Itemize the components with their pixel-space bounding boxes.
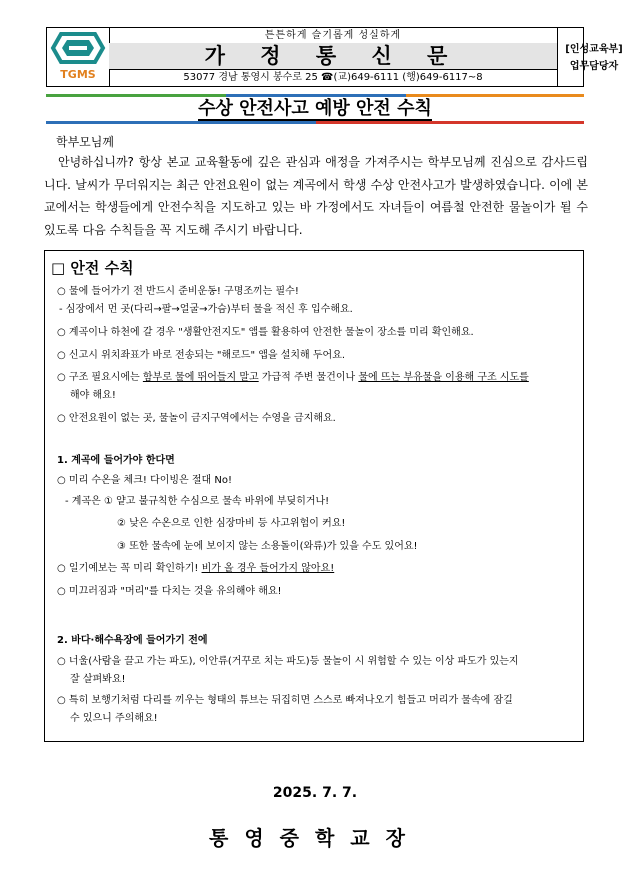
- section-2-title: 2. 바다·해수욕장에 들어가기 전에: [57, 635, 208, 646]
- school-logo: [47, 28, 110, 86]
- rules-title: □ 안전 수칙: [51, 259, 134, 277]
- rule-4-underline-2: 물에 뜨는 부유물을 이용해 구조 시도를: [358, 372, 529, 383]
- letterhead: [46, 27, 623, 87]
- section-1-line-5-underline: 비가 올 경우 들어가지 않아요!: [201, 563, 335, 574]
- rule-2: ○ 계곡이나 하천에 갈 경우 "생활안전지도" 앱를 활용하여 안전한 물놀이 장소를 미리 확인해요.: [57, 327, 474, 338]
- section-1-line-5: [57, 559, 334, 574]
- safety-rules-box: [44, 250, 584, 742]
- section-1-line-3: ② 낮은 수온으로 인한 심장마비 등 사고위험이 커요!: [117, 518, 346, 529]
- rule-3: ○ 신고시 위치좌표가 바로 전송되는 "해로드" 앱을 설치해 두어요.: [57, 350, 346, 361]
- section-2-line-2-cont: 수 있으니 주의해요!: [70, 713, 158, 724]
- rule-4-a: ○ 구조 필요시에는: [57, 372, 143, 383]
- rule-4-b: 가급적 주변 물건이나: [258, 372, 359, 383]
- school-emblem-icon: [47, 28, 109, 86]
- rule-5: ○ 안전요원이 없는 곳, 물놀이 금지구역에서는 수영을 금지해요.: [57, 413, 336, 424]
- rule-4: [57, 368, 529, 383]
- issue-date: 2025. 7. 7.: [272, 785, 358, 801]
- section-2-line-1: ○ 너울(사람을 끌고 가는 파도), 이안류(거꾸로 치는 파도)등 물놀이 시 위험할 수 있는 이상 파도가 있는지: [57, 656, 519, 667]
- rule-1: ○ 물에 들어가기 전 반드시 준비운동! 구명조끼는 필수!: [57, 286, 299, 297]
- department: [559, 41, 629, 75]
- department-role: 업무담당자: [569, 61, 619, 72]
- banner-bottom-bar: [46, 121, 584, 124]
- banner-title-text: 수상 안전사고 예방 안전 수칙: [198, 98, 432, 119]
- greeting: 학부모님께: [56, 135, 114, 149]
- section-1-line-5-a: ○ 일기예보는 꼭 미리 확인하기!: [57, 563, 202, 574]
- section-1-title: 1. 계곡에 들어가야 한다면: [57, 455, 175, 466]
- banner-title: [46, 97, 584, 121]
- section-1-line-1: ○ 미리 수온을 체크! 다이빙은 절대 No!: [57, 475, 232, 486]
- section-1-line-6: ○ 미끄러짐과 "머리"를 다치는 것을 유의해야 해요!: [57, 586, 282, 597]
- header-divider: [557, 28, 558, 86]
- section-1-line-4: ③ 또한 물속에 눈에 보이지 않는 소용돌이(와류)가 있을 수도 있어요!: [117, 541, 418, 552]
- rule-4-underline-1: 함부로 물에 뛰어들지 말고: [142, 372, 259, 383]
- department-name: [인성교육부]: [565, 44, 623, 55]
- rule-4-cont: 해야 해요!: [70, 390, 116, 401]
- newsletter-title: 가 정 통 신 문: [109, 43, 557, 70]
- section-1-line-2: - 계곡은 ① 얕고 불규칙한 수심으로 물속 바위에 부딪히거나!: [65, 496, 330, 507]
- rule-1-sub: - 심장에서 먼 곳(다리→팔→얼굴→가슴)부터 물을 적신 후 입수해요.: [59, 304, 353, 315]
- section-2-line-2: ○ 특히 보행기처럼 다리를 끼우는 형태의 튜브는 뒤집히면 스스로 빠져나오기 힘들고 머리가 물속에 잠길: [57, 695, 513, 706]
- section-2-line-1-cont: 잘 살펴봐요!: [70, 674, 126, 685]
- school-address: 53077 경남 통영시 봉수로 25 ☎(교)649-6111 (행)649-6117~8: [183, 72, 483, 83]
- school-motto: 튼튼하게 슬기롭게 성실하게: [109, 28, 557, 44]
- principal-signature: 통영중학교장: [209, 826, 421, 850]
- intro-paragraph: 안녕하십니까? 항상 본교 교육활동에 깊은 관심과 애정을 가져주시는 학부모님께 진심으로 감사드립니다. 날씨가 무더워지는 최근 안전요원이 없는 계곡에서 학생 수상 안전사고가 발생하였습니다. 이에 본교에서는 학생들에게 안전수칙을 지도하고 있는 바 가정에서도 자녀들이 여름철 안전한 물놀이가 될 수 있도록 다음 수칙들을 꼭 지도해 주시기 바랍니다.: [44, 155, 588, 237]
- logo-text: TGMS: [60, 68, 96, 81]
- bar-segment-red: [316, 121, 584, 124]
